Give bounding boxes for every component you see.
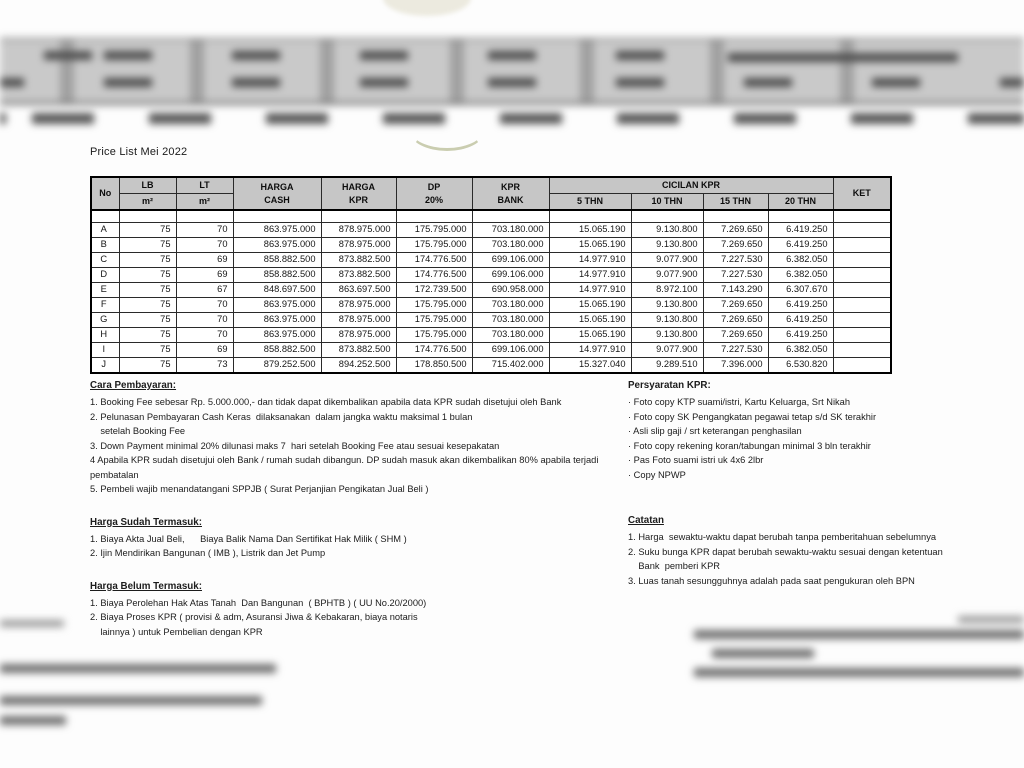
value-cell [833, 283, 891, 298]
value-cell: 175.795.000 [396, 298, 472, 313]
value-cell: 863.975.000 [233, 238, 321, 253]
value-cell: 75 [119, 253, 176, 268]
note-section [90, 517, 620, 561]
col-header-dp: DP 20% [396, 177, 472, 210]
col-header-harga-kpr: HARGA KPR [321, 177, 396, 210]
col-header-lb-m2: m² [119, 194, 176, 211]
value-cell: 699.106.000 [472, 268, 549, 283]
note-section-title: Catatan [628, 515, 664, 526]
note-section [90, 581, 620, 640]
value-cell: 878.975.000 [321, 223, 396, 238]
table-row [91, 283, 891, 298]
value-cell: 7.269.650 [703, 313, 768, 328]
value-cell: 15.065.190 [549, 313, 631, 328]
row-letter-cell: B [91, 238, 119, 253]
note-line: 2. Pelunasan Pembayaran Cash Keras dilaksanakan dalam jangka waktu maksimal 1 bulan [90, 411, 473, 422]
note-line: 1. Harga sewaktu-waktu dapat berubah tanpa pemberitahuan sebelumnya [628, 532, 937, 542]
value-cell: 9.077.900 [631, 268, 703, 283]
row-letter-cell: H [91, 328, 119, 343]
value-cell: 75 [119, 358, 176, 374]
value-cell: 894.252.500 [321, 358, 396, 374]
note-line: · Pas Foto suami istri uk 4x6 2lbr [628, 455, 764, 465]
value-cell: 9.077.900 [631, 343, 703, 358]
table-row [91, 328, 891, 343]
value-cell [833, 343, 891, 358]
col-header-20thn: 20 THN [768, 194, 833, 211]
value-cell: 878.975.000 [321, 298, 396, 313]
value-cell: 6.419.250 [768, 238, 833, 253]
value-cell: 70 [176, 238, 233, 253]
value-cell: 690.958.000 [472, 283, 549, 298]
value-cell: 703.180.000 [472, 298, 549, 313]
value-cell: 69 [176, 268, 233, 283]
value-cell: 9.130.800 [631, 313, 703, 328]
table-row [91, 223, 891, 238]
value-cell: 7.269.650 [703, 328, 768, 343]
value-cell: 175.795.000 [396, 223, 472, 238]
value-cell: 879.252.500 [233, 358, 321, 374]
value-cell [833, 253, 891, 268]
value-cell: 15.327.040 [549, 358, 631, 374]
value-cell: 75 [119, 298, 176, 313]
value-cell: 699.106.000 [472, 253, 549, 268]
value-cell [833, 328, 891, 343]
value-cell: 878.975.000 [321, 313, 396, 328]
price-table-body [91, 210, 891, 373]
row-letter-cell: D [91, 268, 119, 283]
value-cell: 7.269.650 [703, 298, 768, 313]
value-cell: 873.882.500 [321, 253, 396, 268]
value-cell: 9.130.800 [631, 238, 703, 253]
table-row [91, 268, 891, 283]
note-line: 5. Pembeli wajib menandatangani SPPJB ( Surat Perjanjian Pengikatan Jual Beli ) [90, 484, 429, 494]
value-cell: 8.972.100 [631, 283, 703, 298]
value-cell: 14.977.910 [549, 283, 631, 298]
table-row [91, 238, 891, 253]
blurred-text-fragment [958, 616, 1024, 623]
value-cell: 715.402.000 [472, 358, 549, 374]
value-cell: 14.977.910 [549, 343, 631, 358]
value-cell: 75 [119, 313, 176, 328]
note-line: · Foto copy KTP suami/istri, Kartu Keluarga, Srt Nikah [628, 397, 851, 407]
blurred-column-separators [0, 40, 1024, 102]
table-row [91, 358, 891, 374]
blurred-text-line [694, 668, 1024, 677]
blurred-number-row [0, 113, 1024, 124]
row-letter-cell: J [91, 358, 119, 374]
value-cell: 878.975.000 [321, 328, 396, 343]
note-line: 3. Luas tanah sesungguhnya adalah pada saat pengukuran oleh BPN [628, 575, 915, 586]
spacer-cell [396, 210, 472, 223]
note-line: 1. Booking Fee sebesar Rp. 5.000.000,- dan tidak dapat dikembalikan apabila data KPR sudah disetujui oleh Bank [90, 397, 562, 407]
table-row [91, 298, 891, 313]
value-cell: 75 [119, 343, 176, 358]
watermark-logo-top [383, 0, 471, 16]
price-table [90, 176, 892, 374]
spacer-cell [321, 210, 396, 223]
value-cell: 14.977.910 [549, 253, 631, 268]
col-header-no: No [91, 177, 119, 210]
value-cell: 9.130.800 [631, 223, 703, 238]
value-cell: 858.882.500 [233, 253, 321, 268]
col-header-lb: LB [119, 177, 176, 194]
note-line: · Foto copy SK Pengangkatan pegawai tetap s/d SK terakhir [628, 411, 877, 422]
col-header-kpr-bank: KPR BANK [472, 177, 549, 210]
row-letter-cell: F [91, 298, 119, 313]
value-cell: 858.882.500 [233, 268, 321, 283]
value-cell: 703.180.000 [472, 328, 549, 343]
table-row [91, 253, 891, 268]
value-cell: 75 [119, 328, 176, 343]
value-cell: 7.227.530 [703, 253, 768, 268]
blurred-text-fragment [0, 620, 64, 627]
value-cell: 174.776.500 [396, 343, 472, 358]
value-cell: 14.977.910 [549, 268, 631, 283]
note-line: 4 Apabila KPR sudah disetujui oleh Bank / rumah sudah dibangun. DP sudah masuk akan dikembalikan 80% apabila terjadi pembatalan [90, 455, 601, 480]
value-cell: 70 [176, 328, 233, 343]
value-cell: 75 [119, 268, 176, 283]
notes-left-column [90, 380, 620, 639]
value-cell: 9.130.800 [631, 328, 703, 343]
col-header-5thn: 5 THN [549, 194, 631, 211]
note-line: 3. Down Payment minimal 20% dilunasi maks 7 hari setelah Booking Fee atau sesuai kesepakatan [90, 440, 500, 451]
row-letter-cell: E [91, 283, 119, 298]
value-cell: 6.419.250 [768, 298, 833, 313]
value-cell: 873.882.500 [321, 343, 396, 358]
value-cell: 174.776.500 [396, 253, 472, 268]
value-cell: 70 [176, 313, 233, 328]
value-cell: 7.227.530 [703, 343, 768, 358]
spacer-cell [176, 210, 233, 223]
spacer-cell [472, 210, 549, 223]
value-cell: 6.307.670 [768, 283, 833, 298]
note-line: 2. Ijin Mendirikan Bangunan ( IMB ), Listrik dan Jet Pump [90, 548, 326, 558]
price-table-header [91, 177, 891, 210]
note-line: · Copy NPWP [628, 469, 686, 480]
spacer-row [91, 210, 891, 223]
value-cell: 15.065.190 [549, 328, 631, 343]
value-cell: 878.975.000 [321, 238, 396, 253]
col-header-15thn: 15 THN [703, 194, 768, 211]
blurred-header-text-row [0, 51, 700, 60]
spacer-cell [703, 210, 768, 223]
blurred-text-line [0, 664, 276, 673]
value-cell: 75 [119, 223, 176, 238]
value-cell: 6.382.050 [768, 343, 833, 358]
value-cell: 848.697.500 [233, 283, 321, 298]
note-line: 2. Suku bunga KPR dapat berubah sewaktu-waktu sesuai dengan ketentuan [628, 546, 943, 557]
spacer-cell [631, 210, 703, 223]
table-row [91, 313, 891, 328]
value-cell: 175.795.000 [396, 313, 472, 328]
table-row [91, 343, 891, 358]
col-header-lt: LT [176, 177, 233, 194]
note-line: setelah Booking Fee [90, 426, 186, 436]
value-cell: 6.419.250 [768, 223, 833, 238]
value-cell: 703.180.000 [472, 313, 549, 328]
value-cell: 69 [176, 253, 233, 268]
note-section-title: Harga Belum Termasuk: [90, 580, 202, 592]
note-section [628, 515, 958, 588]
value-cell: 7.227.530 [703, 268, 768, 283]
value-cell: 70 [176, 298, 233, 313]
note-line: 1. Biaya Akta Jual Beli, Biaya Balik Nama Dan Sertifikat Hak Milik ( SHM ) [90, 533, 407, 544]
value-cell: 873.882.500 [321, 268, 396, 283]
blurred-text-line [0, 716, 66, 725]
value-cell: 178.850.500 [396, 358, 472, 374]
value-cell: 75 [119, 283, 176, 298]
value-cell: 863.697.500 [321, 283, 396, 298]
value-cell: 863.975.000 [233, 223, 321, 238]
note-line: lainnya ) untuk Pembelian dengan KPR [90, 626, 263, 637]
row-letter-cell: A [91, 223, 119, 238]
value-cell: 73 [176, 358, 233, 374]
col-header-harga-cash: HARGA CASH [233, 177, 321, 210]
spacer-cell [833, 210, 891, 223]
value-cell: 67 [176, 283, 233, 298]
value-cell: 174.776.500 [396, 268, 472, 283]
note-section-title: Persyaratan KPR: [628, 380, 711, 391]
value-cell: 9.077.900 [631, 253, 703, 268]
value-cell: 70 [176, 223, 233, 238]
value-cell: 9.130.800 [631, 298, 703, 313]
page-title: Price List Mei 2022 [90, 146, 188, 158]
col-header-ket: KET [833, 177, 891, 210]
value-cell: 6.419.250 [768, 313, 833, 328]
blurred-text-line [0, 696, 262, 705]
value-cell [833, 298, 891, 313]
value-cell: 15.065.190 [549, 298, 631, 313]
spacer-cell [119, 210, 176, 223]
value-cell: 15.065.190 [549, 238, 631, 253]
value-cell: 6.382.050 [768, 268, 833, 283]
notes-right-column [628, 380, 958, 588]
note-section [90, 380, 620, 497]
spacer-cell [233, 210, 321, 223]
value-cell: 172.739.500 [396, 283, 472, 298]
spacer-cell [549, 210, 631, 223]
row-letter-cell: I [91, 343, 119, 358]
note-section-title: Harga Sudah Termasuk: [90, 516, 202, 528]
value-cell: 175.795.000 [396, 328, 472, 343]
blurred-text-line [694, 630, 1024, 639]
value-cell: 863.975.000 [233, 298, 321, 313]
value-cell: 7.396.000 [703, 358, 768, 374]
row-letter-cell: C [91, 253, 119, 268]
value-cell: 703.180.000 [472, 238, 549, 253]
note-line: · Foto copy rekening koran/tabungan minimal 3 bln terakhir [628, 440, 871, 451]
col-header-cicilan-kpr: CICILAN KPR [549, 177, 833, 194]
note-line: 2. Biaya Proses KPR ( provisi & adm, Asuransi Jiwa & Kebakaran, biaya notaris [90, 612, 418, 622]
value-cell: 75 [119, 238, 176, 253]
value-cell: 9.289.510 [631, 358, 703, 374]
value-cell: 6.530.820 [768, 358, 833, 374]
spacer-cell [91, 210, 119, 223]
note-section [628, 380, 958, 482]
value-cell [833, 268, 891, 283]
note-section-title: Cara Pembayaran: [90, 380, 177, 391]
spacer-cell [768, 210, 833, 223]
value-cell [833, 238, 891, 253]
blurred-cicilan-header-blob [728, 53, 958, 62]
value-cell: 863.975.000 [233, 328, 321, 343]
value-cell: 69 [176, 343, 233, 358]
col-header-lt-m2: m² [176, 194, 233, 211]
value-cell: 7.269.650 [703, 238, 768, 253]
value-cell: 703.180.000 [472, 223, 549, 238]
blurred-table-header-band [0, 38, 1024, 105]
value-cell [833, 358, 891, 374]
value-cell: 6.419.250 [768, 328, 833, 343]
note-line: · Asli slip gaji / srt keterangan penghasilan [628, 426, 802, 436]
value-cell: 6.382.050 [768, 253, 833, 268]
value-cell: 15.065.190 [549, 223, 631, 238]
watermark-logo-arc [410, 112, 484, 151]
value-cell: 863.975.000 [233, 313, 321, 328]
value-cell: 7.269.650 [703, 223, 768, 238]
value-cell: 7.143.290 [703, 283, 768, 298]
blurred-text-line [712, 649, 814, 658]
note-line: Bank pemberi KPR [628, 561, 720, 571]
value-cell [833, 313, 891, 328]
value-cell: 699.106.000 [472, 343, 549, 358]
col-header-10thn: 10 THN [631, 194, 703, 211]
blurred-subheader-text-row [0, 78, 1024, 87]
value-cell: 175.795.000 [396, 238, 472, 253]
note-line: 1. Biaya Perolehan Hak Atas Tanah Dan Bangunan ( BPHTB ) ( UU No.20/2000) [90, 597, 427, 608]
row-letter-cell: G [91, 313, 119, 328]
value-cell: 858.882.500 [233, 343, 321, 358]
value-cell [833, 223, 891, 238]
